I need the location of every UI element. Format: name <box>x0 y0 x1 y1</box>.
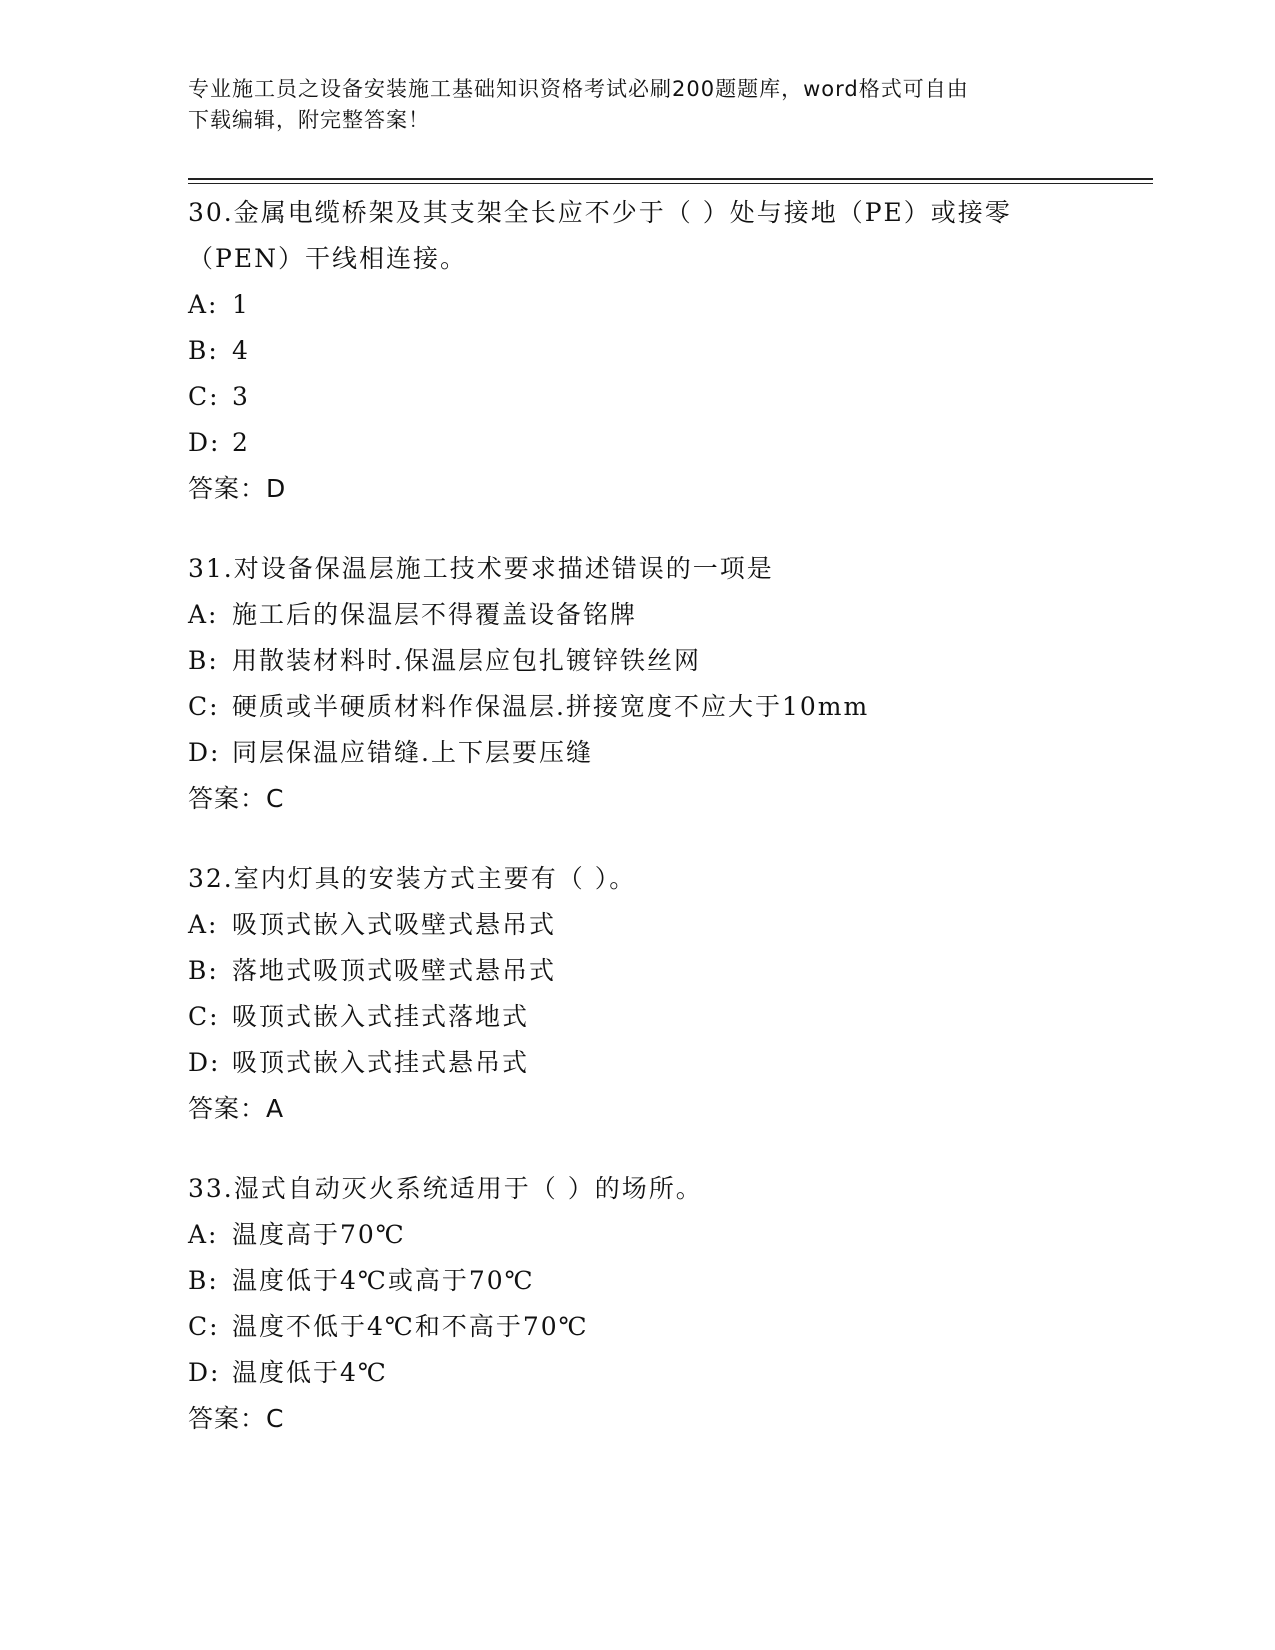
question-stem: 32.室内灯具的安装方式主要有（ ）。 <box>188 864 637 893</box>
option-c <box>188 994 1088 1040</box>
option-label: D: <box>188 1048 221 1077</box>
option-text: 3 <box>232 382 250 411</box>
option-label: B: <box>188 646 219 675</box>
answer-line: 答案：A <box>188 1094 285 1123</box>
answer-line: 答案：C <box>188 1404 285 1433</box>
option-text: 温度高于70℃ <box>232 1220 406 1249</box>
answer-line: 答案：C <box>188 784 285 813</box>
option-text: 硬质或半硬质材料作保温层.拼接宽度不应大于10mm <box>232 692 870 721</box>
option-text: 用散装材料时.保温层应包扎镀锌铁丝网 <box>232 646 701 675</box>
option-text: 温度低于4℃ <box>232 1358 388 1387</box>
option-text: 4 <box>232 336 250 365</box>
question-33 <box>188 1166 1088 1442</box>
option-text: 吸顶式嵌入式挂式落地式 <box>232 1002 530 1031</box>
option-label: D: <box>188 428 221 457</box>
question-stem: 31.对设备保温层施工技术要求描述错误的一项是 <box>188 554 774 583</box>
option-a <box>188 282 1088 328</box>
option-label: A: <box>188 290 219 319</box>
option-label: B: <box>188 1266 219 1295</box>
question-stem: 33.湿式自动灭火系统适用于（ ）的场所。 <box>188 1174 703 1203</box>
option-text: 吸顶式嵌入式吸壁式悬吊式 <box>232 910 557 939</box>
option-text: 落地式吸顶式吸壁式悬吊式 <box>232 956 557 985</box>
option-text: 吸顶式嵌入式挂式悬吊式 <box>232 1048 530 1077</box>
header-title-line-1: 专业施工员之设备安装施工基础知识资格考试必刷200题题库，word格式可自由 <box>188 77 969 101</box>
question-31 <box>188 546 1088 822</box>
option-label: C: <box>188 692 220 721</box>
answer-line: 答案：D <box>188 474 287 503</box>
option-a <box>188 1212 1088 1258</box>
header-divider-thick <box>188 178 1153 180</box>
question-stem: 30.金属电缆桥架及其支架全长应不少于（ ）处与接地（PE）或接零 <box>188 198 1012 227</box>
option-text: 同层保温应错缝.上下层要压缝 <box>232 738 593 767</box>
option-text: 2 <box>232 428 250 457</box>
option-d <box>188 730 1088 776</box>
option-label: C: <box>188 1312 220 1341</box>
option-a <box>188 592 1088 638</box>
option-label: C: <box>188 1002 220 1031</box>
option-c <box>188 684 1088 730</box>
option-d <box>188 1350 1088 1396</box>
option-d <box>188 420 1088 466</box>
option-label: B: <box>188 956 219 985</box>
option-b <box>188 948 1088 994</box>
question-list <box>188 190 1088 1476</box>
option-label: A: <box>188 600 219 629</box>
option-text: 1 <box>232 290 250 319</box>
option-c <box>188 374 1088 420</box>
option-label: C: <box>188 382 220 411</box>
option-label: D: <box>188 1358 221 1387</box>
option-label: A: <box>188 1220 219 1249</box>
document-header <box>188 74 1088 136</box>
question-32 <box>188 856 1088 1132</box>
option-b <box>188 638 1088 684</box>
option-text: 温度低于4℃或高于70℃ <box>232 1266 535 1295</box>
option-text: 温度不低于4℃和不高于70℃ <box>232 1312 589 1341</box>
option-b <box>188 328 1088 374</box>
question-stem-continued: （PEN）干线相连接。 <box>188 244 467 273</box>
option-b <box>188 1258 1088 1304</box>
option-label: D: <box>188 738 221 767</box>
option-d <box>188 1040 1088 1086</box>
option-label: B: <box>188 336 219 365</box>
header-title-line-2: 下载编辑，附完整答案！ <box>188 108 430 132</box>
header-divider-thin <box>188 183 1153 184</box>
option-c <box>188 1304 1088 1350</box>
option-a <box>188 902 1088 948</box>
option-label: A: <box>188 910 219 939</box>
question-30 <box>188 190 1088 512</box>
option-text: 施工后的保温层不得覆盖设备铭牌 <box>232 600 638 629</box>
